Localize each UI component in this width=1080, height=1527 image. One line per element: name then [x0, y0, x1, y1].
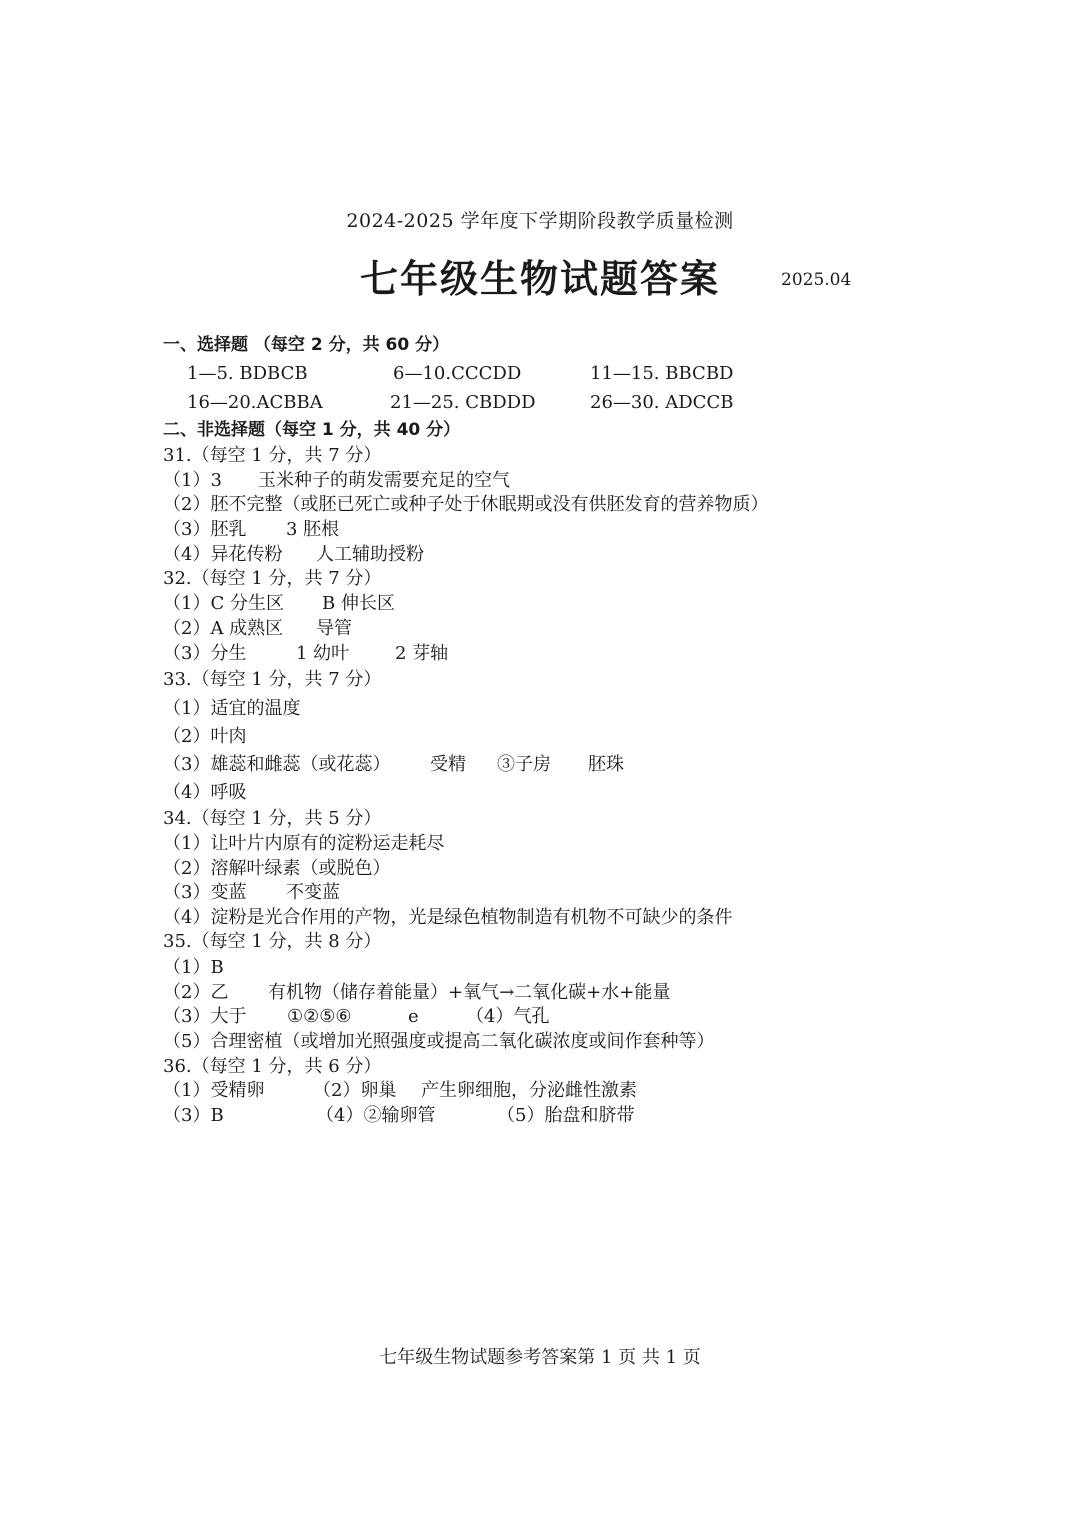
q35-answer-2b: 有机物（储存着能量）+氧气→二氧化碳+水+能量 [268, 982, 671, 1003]
answer-row-6-10: 6—10.CCCDD [393, 363, 522, 384]
q33-answer-2: （2）叶肉 [163, 726, 247, 747]
q33-answer-3: （3）雄蕊和雌蕊（或花蕊） [163, 754, 391, 775]
section-heading-nonchoice: 二、非选择题（每空 1 分，共 40 分） [163, 420, 461, 440]
q32-answer-2: （2）A 成熟区 [163, 618, 284, 639]
q31-answer-3: （3）胚乳 [163, 519, 247, 540]
q32-answer-3c: 2 芽轴 [395, 643, 449, 664]
q35-answer-3b: ①②⑤⑥ [287, 1006, 352, 1027]
q32-answer-1: （1）C 分生区 [163, 593, 284, 614]
question-33-header: 33.（每空 1 分，共 7 分） [163, 669, 382, 690]
q35-answer-4: （4）气孔 [466, 1006, 550, 1027]
q34-answer-4: （4）淀粉是光合作用的产物，光是绿色植物制造有机物不可缺少的条件 [163, 907, 733, 928]
question-34-header: 34.（每空 1 分，共 5 分） [163, 808, 382, 829]
question-31-header: 31.（每空 1 分，共 7 分） [163, 445, 382, 466]
q36-answer-5: （5）胎盘和脐带 [497, 1105, 635, 1126]
q33-answer-3b: 受精 [430, 754, 466, 775]
q35-answer-2: （2）乙 [163, 982, 229, 1003]
q32-answer-3b: 1 幼叶 [296, 643, 350, 664]
q31-answer-4b: 人工辅助授粉 [316, 544, 424, 565]
q33-answer-4: （4）呼吸 [163, 782, 247, 803]
q31-answer-4: （4）异花传粉 [163, 544, 283, 565]
answer-row-1-5: 1—5. BDBCB [187, 363, 308, 384]
q34-answer-1: （1）让叶片内原有的淀粉运走耗尽 [163, 833, 445, 854]
q36-answer-4: （4）②输卵管 [316, 1105, 436, 1126]
q31-answer-3b: 3 胚根 [286, 519, 340, 540]
q31-answer-2: （2）胚不完整（或胚已死亡或种子处于休眠期或没有供胚发育的营养物质） [163, 494, 769, 515]
q34-answer-3b: 不变蓝 [286, 882, 340, 903]
answer-row-21-25: 21—25. CBDDD [390, 392, 536, 413]
answer-row-11-15: 11—15. BBCBD [590, 363, 734, 384]
q31-answer-1: （1）3 [163, 470, 222, 491]
section-heading-choice: 一、选择题 （每空 2 分，共 60 分） [163, 335, 450, 355]
q36-answer-1: （1）受精卵 [163, 1080, 265, 1101]
q35-answer-3c: e [408, 1006, 419, 1027]
page-title: 七年级生物试题答案 [360, 257, 721, 301]
q35-answer-5: （5）合理密植（或增加光照强度或提高二氧化碳浓度或间作套种等） [163, 1031, 715, 1052]
question-35-header: 35.（每空 1 分，共 8 分） [163, 931, 382, 952]
exam-date: 2025.04 [781, 270, 852, 290]
answer-row-16-20: 16—20.ACBBA [187, 392, 323, 413]
q31-answer-1b: 玉米种子的萌发需要充足的空气 [258, 470, 510, 491]
q34-answer-2: （2）溶解叶绿素（或脱色） [163, 858, 391, 879]
question-36-header: 36.（每空 1 分，共 6 分） [163, 1056, 382, 1077]
q33-answer-3d: 胚珠 [588, 754, 624, 775]
q36-answer-2: （2）卵巢 [313, 1080, 397, 1101]
q34-answer-3: （3）变蓝 [163, 882, 247, 903]
page-footer: 七年级生物试题参考答案第 1 页 共 1 页 [379, 1347, 701, 1368]
q35-answer-1: （1）B [163, 957, 224, 978]
answer-row-26-30: 26—30. ADCCB [590, 392, 734, 413]
question-32-header: 32.（每空 1 分，共 7 分） [163, 568, 382, 589]
q32-answer-1b: B 伸长区 [322, 593, 395, 614]
q33-answer-3c: ③子房 [497, 754, 551, 775]
q33-answer-1: （1）适宜的温度 [163, 698, 301, 719]
q32-answer-3: （3）分生 [163, 643, 247, 664]
q35-answer-3: （3）大于 [163, 1006, 247, 1027]
exam-subtitle: 2024-2025 学年度下学期阶段教学质量检测 [346, 210, 734, 232]
q32-answer-2b: 导管 [316, 618, 352, 639]
q36-answer-3: （3）B [163, 1105, 224, 1126]
q36-answer-2b: 产生卵细胞，分泌雌性激素 [421, 1080, 637, 1101]
